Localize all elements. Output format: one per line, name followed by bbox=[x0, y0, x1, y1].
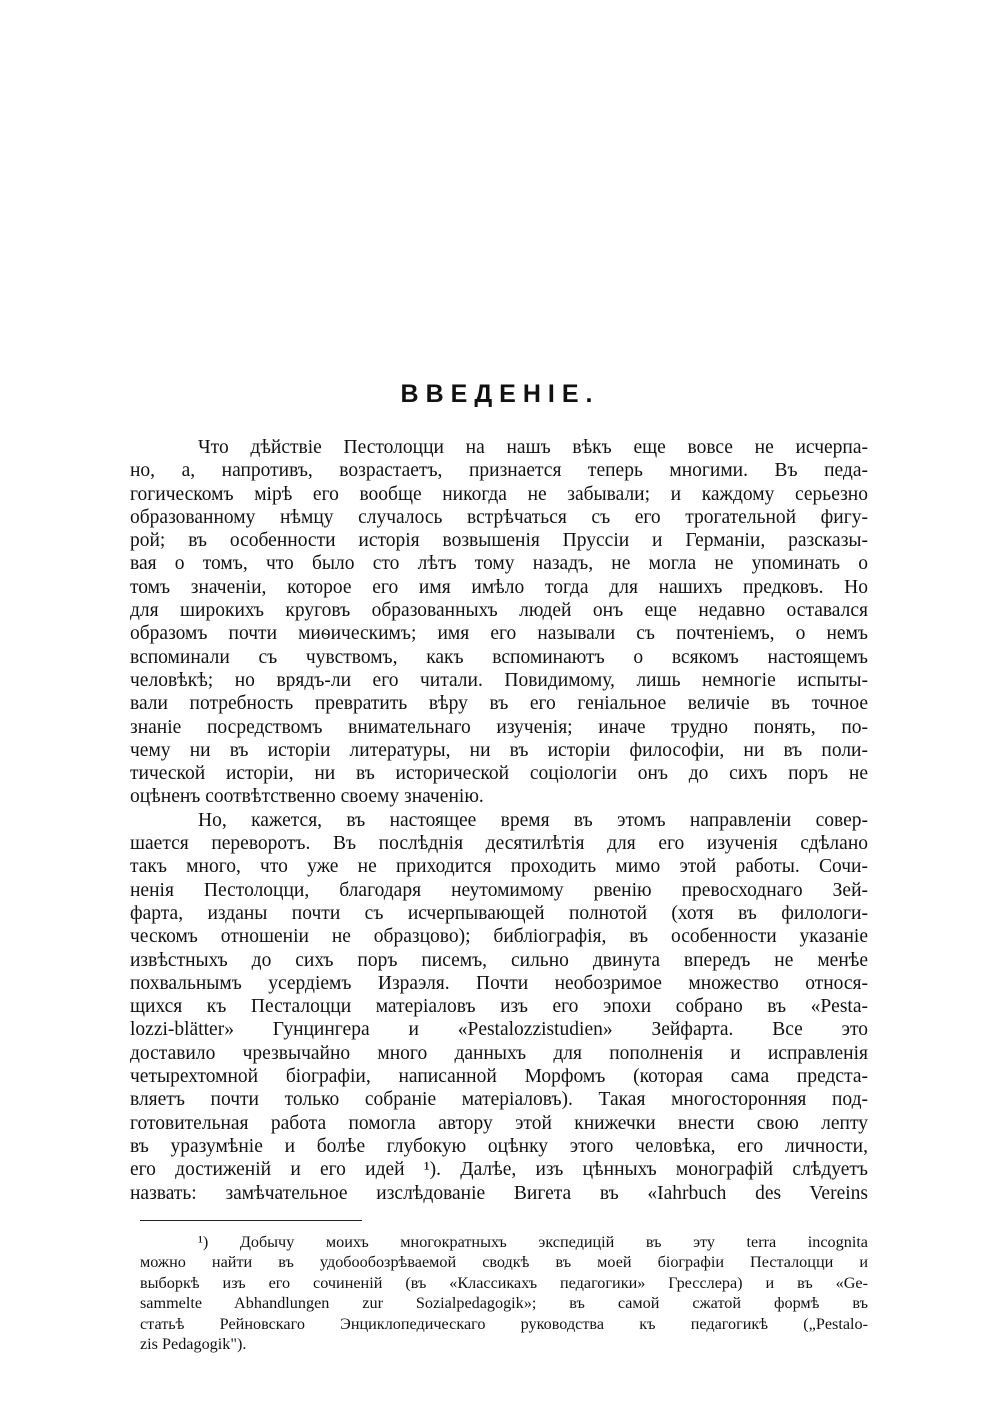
footnote bbox=[140, 1232, 868, 1354]
text-line: похвальнымъ усердіемъ Израэля. Почти необозримое множество относя- bbox=[130, 972, 868, 994]
text-line: тической исторіи, ни въ исторической соціологіи онъ до сихъ поръ не bbox=[130, 763, 868, 785]
text-line: извѣстныхъ до сихъ поръ писемъ, сильно двинута впередъ не менѣе bbox=[130, 949, 868, 971]
text-line: четырехтомной біографіи, написанной Морфомъ (которая сама предста- bbox=[130, 1066, 868, 1088]
text-line: lozzi-blätter» Гунцингера и «Pestalozzistudien» Зейфарта. Все это bbox=[130, 1019, 868, 1041]
text-line: такъ много, что уже не приходится проходить мимо этой работы. Сочи- bbox=[130, 856, 868, 878]
text-line: образомъ почти миѳическимъ; имя его называли съ почтеніемъ, о немъ bbox=[130, 623, 868, 645]
footnote-line: можно найти въ удобообозрѣваемой сводкѣ въ моей біографіи Песталоцци и bbox=[140, 1253, 868, 1272]
footnote-line: статьѣ Рейновскаго Энциклопедическаго руководства къ педагогикѣ („Pestalo- bbox=[140, 1314, 868, 1333]
text-line: для широкихъ круговъ образованныхъ людей онъ еще недавно оставался bbox=[130, 600, 868, 622]
text-line: въ уразумѣніе и болѣе глубокую оцѣнку этого человѣка, его личности, bbox=[130, 1135, 868, 1157]
text-line: чему ни въ исторіи литературы, ни въ исторіи философіи, ни въ поли- bbox=[130, 739, 868, 761]
footnote-divider bbox=[140, 1220, 362, 1221]
text-line: вспоминали съ чувствомъ, какъ вспоминаютъ о всякомъ настоящемъ bbox=[130, 646, 868, 668]
text-line: но, а, напротивъ, возрастаетъ, признается теперь многими. Въ педа- bbox=[130, 460, 868, 482]
text-line: его достиженій и его идей ¹). Далѣе, изъ цѣнныхъ монографій слѣдуетъ bbox=[130, 1159, 868, 1181]
text-line: готовительная работа помогла автору этой книжечки внести свою лепту bbox=[130, 1112, 868, 1134]
page-title: ВВЕДЕНІЕ. bbox=[400, 380, 600, 408]
paragraph-1 bbox=[130, 436, 868, 809]
text-line: вая о томъ, что было сто лѣтъ тому назадъ, не могла не упоминать о bbox=[130, 553, 868, 575]
body-text bbox=[130, 436, 868, 1205]
text-line: ненія Пестолоцци, благодаря неутомимому рвенію превосходнаго Зей- bbox=[130, 879, 868, 901]
text-line: рой; въ особенности исторія возвышенія Пруссіи и Германіи, разсказы- bbox=[130, 530, 868, 552]
footnote-line: sammelte Abhandlungen zur Sozialpedagogik»; въ самой сжатой формѣ въ bbox=[140, 1294, 868, 1313]
text-line: Но, кажется, въ настоящее время въ этомъ направленіи совер- bbox=[198, 809, 868, 831]
text-line: гогическомъ мірѣ его вообще никогда не забывали; и каждому серьезно bbox=[130, 483, 868, 505]
text-line: фарта, изданы почти съ исчерпывающей полнотой (хотя въ филологи- bbox=[130, 902, 868, 924]
text-line: оцѣненъ соотвѣтственно своему значенію. bbox=[130, 786, 484, 808]
footnote-line: ¹) Добычу моихъ многократныхъ экспедицій въ эту terra incognita bbox=[198, 1233, 868, 1251]
footnote-line: zis Pedagogik"). bbox=[140, 1334, 247, 1353]
text-line: знаніе посредствомъ внимательнаго изученія; иначе трудно понять, по- bbox=[130, 716, 868, 738]
text-line: щихся къ Песталоцци матеріаловъ изъ его эпохи собрано въ «Pesta- bbox=[130, 996, 868, 1018]
text-line: доставило чрезвычайно много данныхъ для пополненія и исправленія bbox=[130, 1042, 868, 1064]
text-line: человѣкѣ; но врядъ-ли его читали. Повидимому, лишь немногіе испыты- bbox=[130, 669, 868, 691]
text-line: Что дѣйствіе Пестолоцци на нашъ вѣкъ еще вовсе не исчерпа- bbox=[198, 437, 868, 458]
text-line: томъ значеніи, которое его имя имѣло тогда для нашихъ предковъ. Но bbox=[130, 576, 868, 598]
paragraph-2 bbox=[130, 809, 868, 1205]
text-line: ческомъ отношеніи не образцово); библіографія, въ особенности указаніе bbox=[130, 926, 868, 948]
text-line: вляетъ почти только собраніе матеріаловъ). Такая многосторонняя под- bbox=[130, 1089, 868, 1111]
text-line: назвать: замѣчательное изслѣдованіе Вигета въ «Iahrbuch des Vereins bbox=[130, 1182, 868, 1204]
text-line: шается переворотъ. Въ послѣднія десятилѣтія для его изученія сдѣлано bbox=[130, 833, 868, 855]
text-line: образованному нѣмцу случалось встрѣчаться съ его трогательной фигу- bbox=[130, 506, 868, 528]
footnote-line: выборкѣ изъ его сочиненій (въ «Классикахъ педагогики» Гресслера) и въ «Ge- bbox=[140, 1273, 868, 1292]
text-line: вали потребность превратить вѣру въ его геніальное величіе въ точное bbox=[130, 693, 868, 715]
